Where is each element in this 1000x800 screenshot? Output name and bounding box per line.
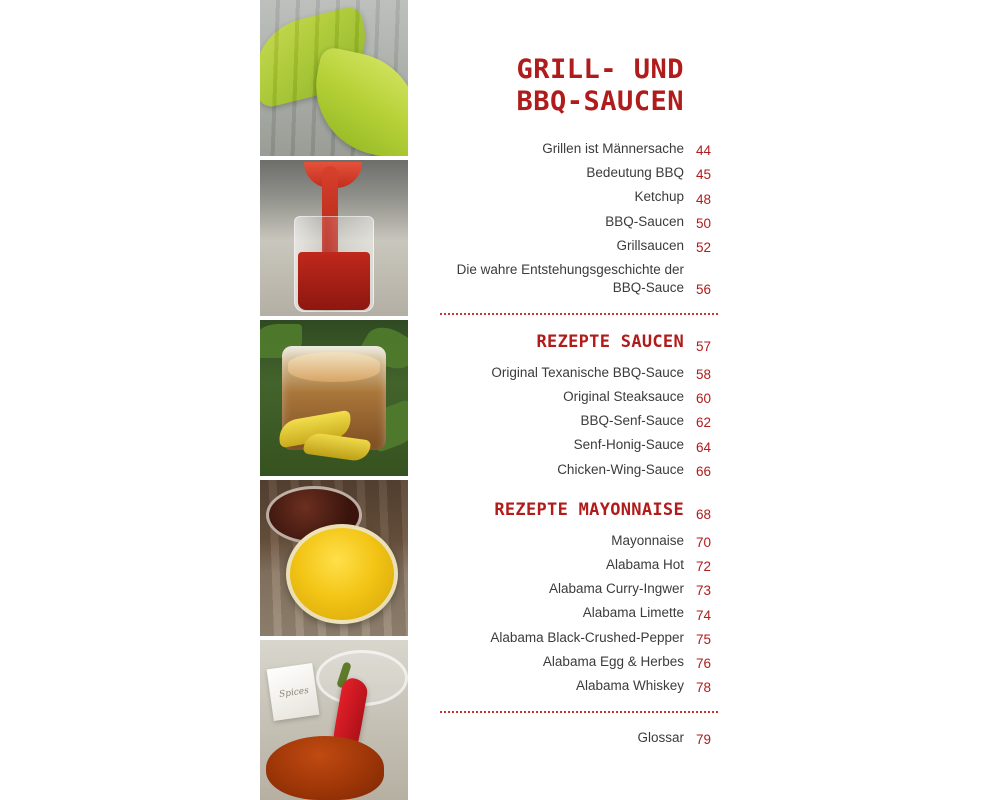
toc-entry-page: 66 [696, 463, 712, 479]
mustard-bowl [286, 524, 398, 624]
toc-entry-label: Original Texanische BBQ-Sauce [491, 364, 684, 380]
toc-row-glossary[interactable] [440, 729, 740, 747]
toc-row[interactable] [440, 261, 740, 297]
toc-entry-page: 70 [696, 534, 712, 550]
toc-section-page: 57 [696, 338, 712, 354]
toc-entry-label: Grillen ist Männersache [542, 141, 684, 156]
paper-label-text: Spices [278, 685, 310, 701]
toc-entry-label: Senf-Honig-Sauce [573, 437, 684, 453]
toc-entry-label: Alabama Whiskey [575, 678, 684, 693]
table-of-contents [440, 0, 760, 800]
toc-entry-label: Grillsaucen [616, 237, 684, 253]
toc-entry-page: 45 [696, 167, 712, 183]
toc-section-heading: REZEPTE SAUCEN [536, 331, 684, 352]
toc-entry-page: 79 [696, 732, 712, 748]
toc-entry-page: 56 [696, 281, 712, 297]
spice-powder [266, 736, 384, 800]
toc-section-mayonnaise[interactable] [440, 499, 740, 522]
toc-row[interactable] [440, 629, 740, 647]
toc-entry-page: 44 [696, 143, 712, 159]
toc-entry-label: Die wahre Entstehungsgeschichte der BBQ-Sauce [456, 262, 684, 295]
toc-section-page: 68 [696, 506, 712, 522]
toc-entry-page: 64 [696, 439, 712, 455]
toc-row[interactable] [440, 412, 740, 430]
toc-entry-page: 73 [696, 583, 712, 599]
toc-entries [440, 140, 740, 753]
toc-entry-label: Bedeutung BBQ [586, 165, 684, 181]
toc-row[interactable] [440, 140, 740, 158]
toc-row[interactable] [440, 461, 740, 479]
toc-entry-label: Alabama Curry-Ingwer [548, 581, 684, 597]
toc-entry-label: Ketchup [634, 189, 684, 205]
photo-spice-chili [260, 640, 408, 800]
dotted-divider [440, 711, 718, 713]
toc-entry-page: 60 [696, 391, 712, 407]
toc-row[interactable] [440, 580, 740, 598]
toc-entry-label: BBQ-Saucen [605, 213, 684, 229]
toc-entry-page: 76 [696, 656, 712, 671]
photo-sauce-jar-herbs [260, 320, 408, 476]
toc-entry-page: 62 [696, 415, 712, 431]
toc-entry-label: Mayonnaise [611, 532, 684, 548]
toc-entry-label: Alabama Limette [582, 605, 684, 621]
chapter-title-line-2: BBQ-SAUCEN [516, 85, 684, 117]
toc-row[interactable] [440, 213, 740, 231]
toc-entry-label: Alabama Hot [605, 556, 684, 572]
photo-strip [260, 0, 408, 800]
toc-entry-label: Glossar [637, 730, 684, 746]
chapter-title-line-1: GRILL- UND [516, 54, 684, 85]
chapter-title [440, 54, 684, 118]
toc-row[interactable] [440, 164, 740, 182]
toc-section-heading: REZEPTE MAYONNAISE [494, 499, 684, 520]
wood-texture [260, 0, 408, 156]
toc-row[interactable] [440, 653, 740, 671]
toc-section-sauces[interactable] [440, 331, 740, 354]
toc-entry-page: 75 [696, 631, 712, 647]
toc-entry-label: Chicken-Wing-Sauce [557, 461, 684, 477]
toc-row[interactable] [440, 556, 740, 574]
toc-entry-page: 50 [696, 215, 712, 231]
toc-row[interactable] [440, 532, 740, 550]
photo-ketchup-jar [260, 160, 408, 316]
dotted-divider [440, 313, 718, 315]
toc-entry-page: 58 [696, 366, 712, 382]
photo-lime-wedges [260, 0, 408, 156]
toc-entry-page: 74 [696, 607, 712, 623]
toc-entry-label: Original Steaksauce [563, 388, 684, 404]
toc-row[interactable] [440, 677, 740, 695]
toc-row[interactable] [440, 237, 740, 255]
toc-entry-label: BBQ-Senf-Sauce [580, 413, 684, 429]
toc-entry-page: 72 [696, 559, 712, 575]
spacer [440, 485, 740, 495]
toc-row[interactable] [440, 388, 740, 406]
toc-row[interactable] [440, 364, 740, 382]
toc-entry-label: Alabama Black-Crushed-Pepper [490, 629, 684, 645]
photo-mustard-bowl [260, 480, 408, 636]
toc-row[interactable] [440, 436, 740, 454]
toc-entry-page: 78 [696, 680, 712, 696]
toc-entry-page: 52 [696, 240, 712, 256]
toc-entry-page: 48 [696, 191, 712, 207]
toc-row[interactable] [440, 604, 740, 622]
toc-row[interactable] [440, 188, 740, 206]
sauce-fill [298, 252, 370, 310]
toc-entry-label: Alabama Egg & Herbes [542, 653, 684, 669]
